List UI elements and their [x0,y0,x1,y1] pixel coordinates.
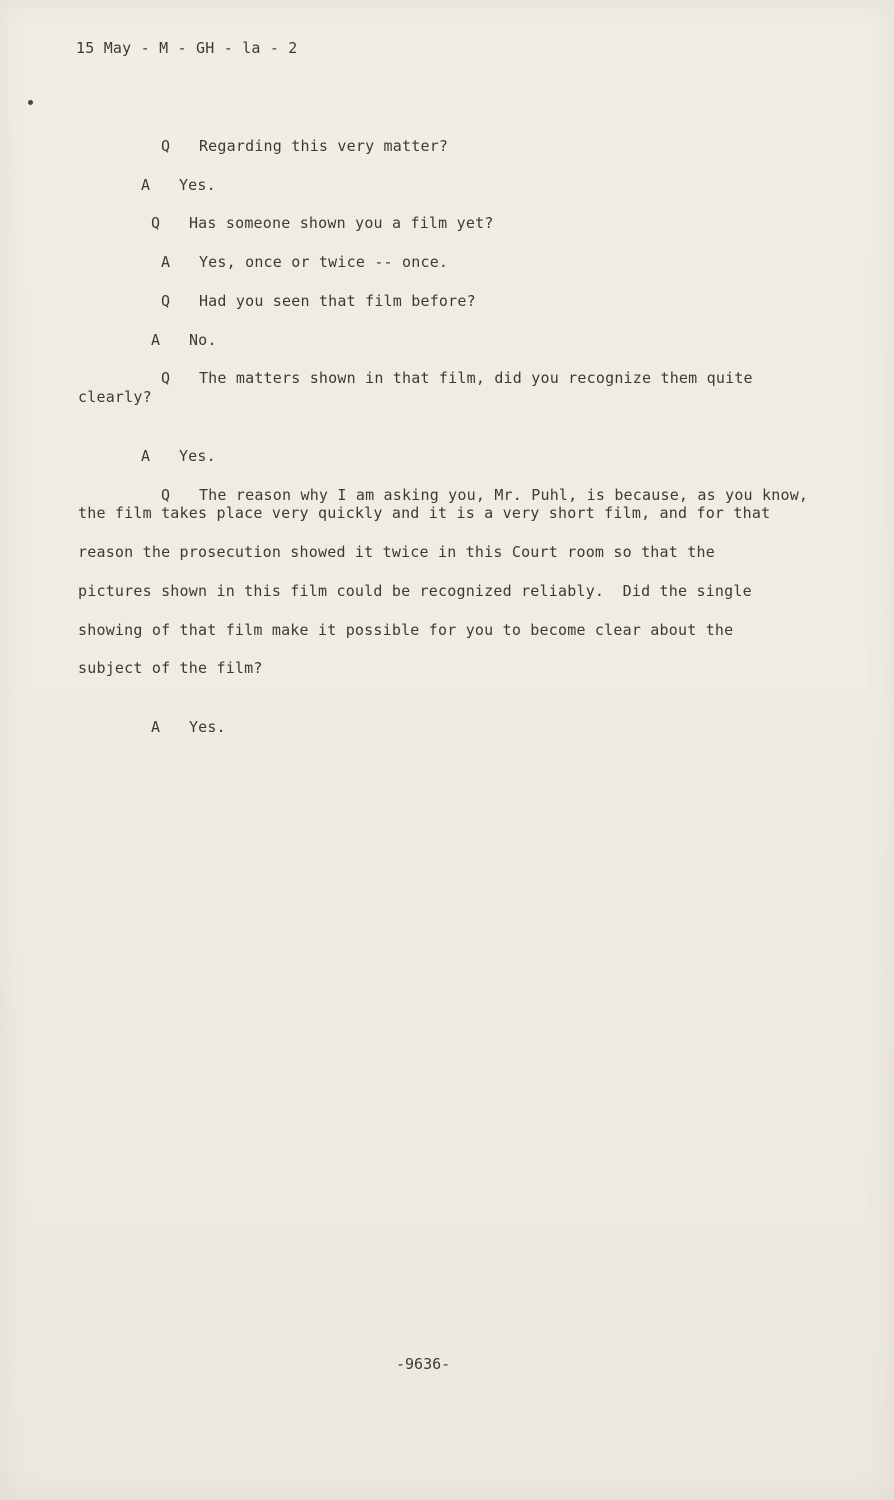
line-text: Yes, once or twice -- once. [198,253,449,271]
continuation-line: subject of the film? [78,659,263,677]
transcript-line [114,697,226,757]
speaker-label: Q [160,486,171,504]
line-text: Yes. [178,176,216,194]
continuation-line: the film takes place very quickly and it is a very short film, and for that [78,504,771,522]
speaker-label: A [160,253,171,271]
speaker-label: A [140,176,151,194]
page-header: 15 May - M - GH - la - 2 [76,39,298,57]
speaker-label: A [150,331,161,349]
speaker-label: A [140,447,151,465]
line-text: Yes. [188,718,226,736]
line-text: Had you seen that film before? [198,292,476,310]
line-text: Regarding this very matter? [198,137,449,155]
line-text: Has someone shown you a film yet? [188,214,494,232]
speaker-label: Q [160,137,171,155]
continuation-line: showing of that film make it possible for you to become clear about the [78,621,734,639]
transcript-line [124,348,753,408]
ink-speck [28,100,33,105]
page-number: -9636- [396,1355,451,1373]
line-text: The matters shown in that film, did you recognize them quite [198,369,753,387]
line-text: Yes. [178,447,216,465]
continuation-line: clearly? [78,388,152,406]
speaker-label: Q [160,292,171,310]
line-text: The reason why I am asking you, Mr. Puhl, is because, as you know, [198,486,809,504]
continuation-line: reason the prosecution showed it twice in this Court room so that the [78,543,715,561]
continuation-line: pictures shown in this film could be recognized reliably. Did the single [78,582,752,600]
speaker-label: Q [160,369,171,387]
speaker-label: A [150,718,161,736]
line-text: No. [188,331,217,349]
speaker-label: Q [150,214,161,232]
